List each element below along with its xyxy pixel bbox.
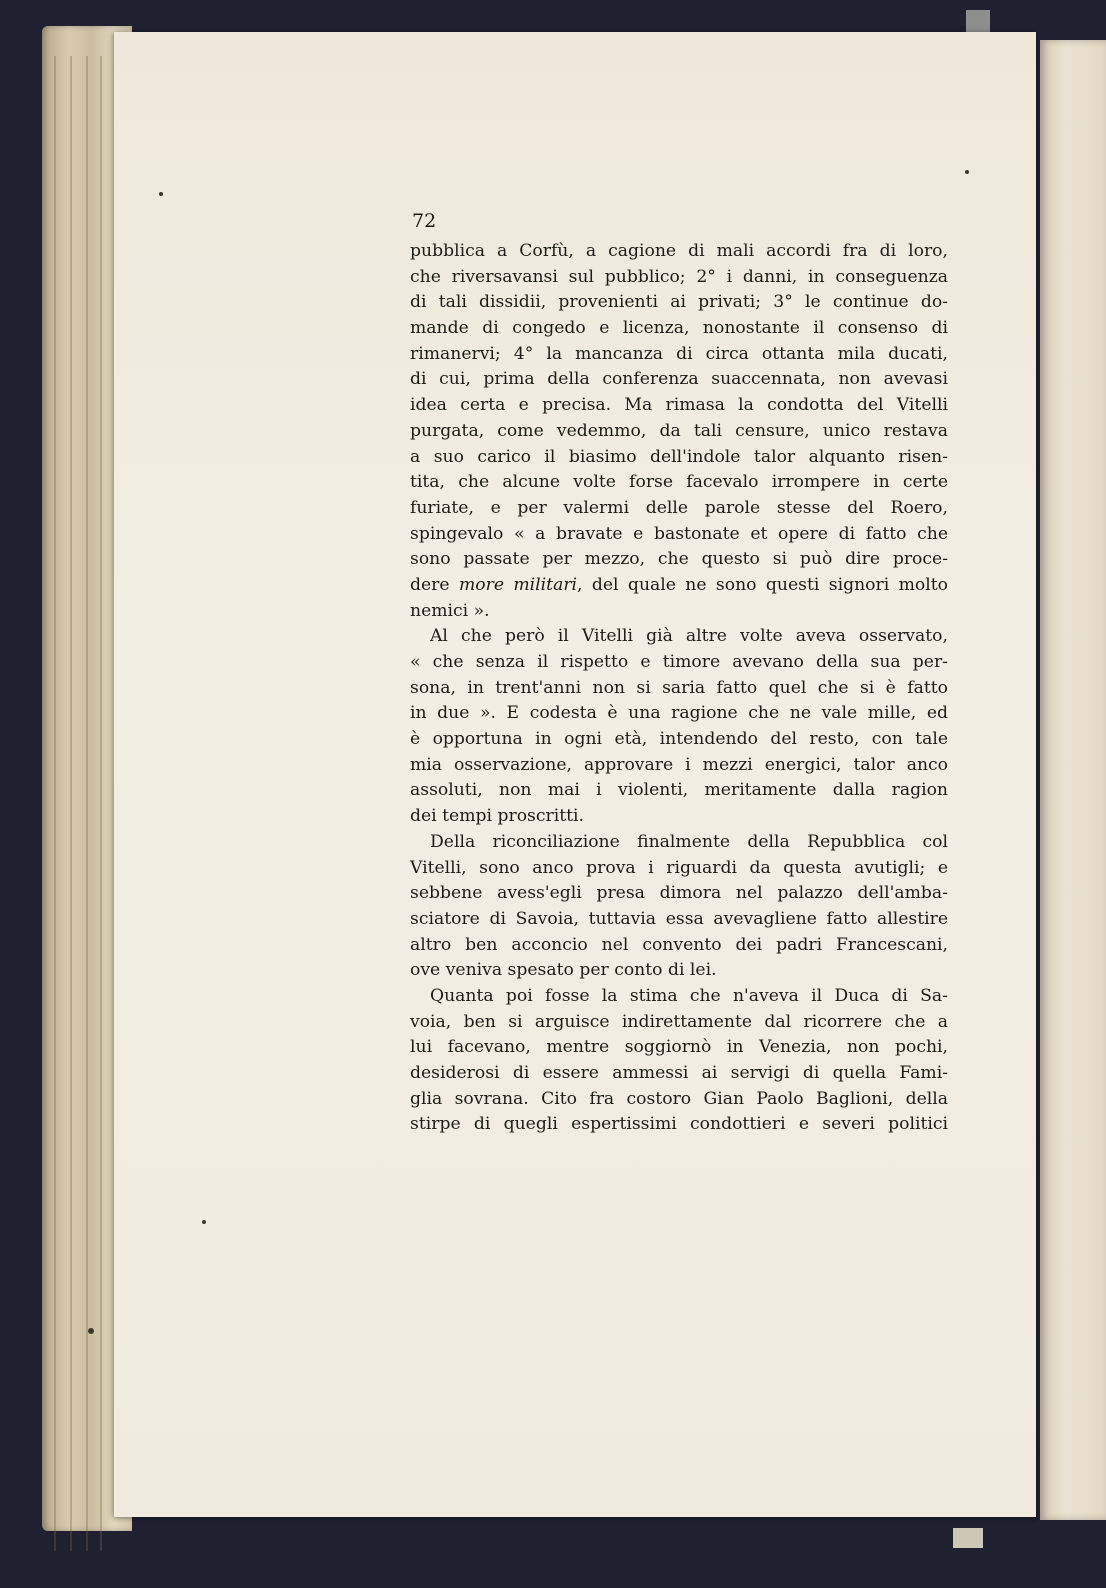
text-line: in due ». E codesta è una ragione che ne vale mille, ed	[410, 703, 948, 724]
text-line: purgata, come vedemmo, da tali censure, unico restava	[410, 420, 948, 441]
text-segment: , del quale ne sono questi signori molto	[577, 574, 948, 595]
text-line: furiate, e per valermi delle parole stesse del Roero,	[410, 497, 948, 518]
text-line: sona, in trent'anni non si saria fatto quel che si è fatto	[410, 677, 948, 698]
text-line: voia, ben si arguisce indirettamente dal ricorrere che a	[410, 1011, 948, 1032]
binding-tab-bottom	[953, 1528, 983, 1548]
ink-speck	[965, 170, 969, 174]
text-line: sebbene avess'egli presa dimora nel palazzo dell'amba-	[410, 883, 948, 904]
text-line: pubblica a Corfù, a cagione di mali accordi fra di loro,	[410, 241, 948, 261]
text-line: di tali dissidii, provenienti ai privati; 3° le continue do-	[410, 292, 948, 313]
text-line: spingevalo « a bravate e bastonate et opere di fatto che	[410, 523, 948, 544]
text-line: mande di congedo e licenza, nonostante il consenso di	[410, 318, 948, 339]
text-line: glia sovrana. Cito fra costoro Gian Paolo Baglioni, della	[410, 1088, 948, 1109]
text-line: Della riconciliazione finalmente della Repubblica col	[430, 831, 948, 852]
ink-speck	[159, 192, 163, 196]
binding-tab-top	[966, 10, 990, 34]
ink-speck	[88, 1328, 94, 1334]
text-line: di cui, prima della conferenza suaccennata, non avevasi	[410, 369, 948, 390]
italic-phrase: more militari	[458, 574, 578, 595]
text-line: dei tempi proscritti.	[410, 806, 584, 827]
text-line: nemici ».	[410, 600, 490, 621]
text-line: a suo carico il biasimo dell'indole talor alquanto risen-	[410, 446, 948, 467]
text-line: Al che però il Vitelli già altre volte aveva osservato,	[430, 626, 948, 647]
page-edge-line	[70, 56, 72, 1551]
adjacent-page-right	[1040, 40, 1106, 1520]
body-text	[410, 239, 948, 1138]
ink-speck	[202, 1220, 206, 1224]
text-line: mia osservazione, approvare i mezzi energici, talor anco	[410, 754, 948, 775]
text-line: è opportuna in ogni età, intendendo del resto, con tale	[410, 729, 948, 750]
text-line: tita, che alcune volte forse facevalo irrompere in certe	[410, 472, 948, 493]
page-edge-line	[100, 56, 102, 1551]
text-line	[410, 573, 948, 599]
text-line: ove veniva spesato per conto di lei.	[410, 960, 717, 981]
text-line: assoluti, non mai i violenti, meritamente dalla ragion	[410, 780, 948, 801]
text-line: Quanta poi fosse la stima che n'aveva il Duca di Sa-	[430, 985, 948, 1006]
text-line: altro ben acconcio nel convento dei padri Francescani,	[410, 934, 948, 955]
text-line: desiderosi di essere ammessi ai servigi di quella Fami-	[410, 1063, 948, 1083]
text-line: lui facevano, mentre soggiornò in Venezia, non pochi,	[410, 1037, 948, 1058]
text-line: stirpe di quegli espertissimi condottieri e severi politici	[410, 1114, 948, 1135]
text-line: che riversavansi sul pubblico; 2° i danni, in conseguenza	[410, 266, 948, 287]
text-line: idea certa e precisa. Ma rimasa la condotta del Vitelli	[410, 395, 948, 416]
text-line: rimanervi; 4° la mancanza di circa ottanta mila ducati,	[410, 343, 948, 364]
text-segment: dere	[410, 574, 459, 595]
page-edge-line	[86, 56, 88, 1551]
page-edge-line	[54, 56, 56, 1551]
text-line: sono passate per mezzo, che questo si può dire proce-	[410, 549, 948, 570]
text-line: « che senza il rispetto e timore avevano della sua per-	[410, 652, 948, 672]
page-number: 72	[412, 210, 437, 232]
text-line: sciatore di Savoia, tuttavia essa avevagliene fatto allestire	[410, 908, 948, 929]
text-line: Vitelli, sono anco prova i riguardi da questa avutigli; e	[410, 857, 948, 878]
